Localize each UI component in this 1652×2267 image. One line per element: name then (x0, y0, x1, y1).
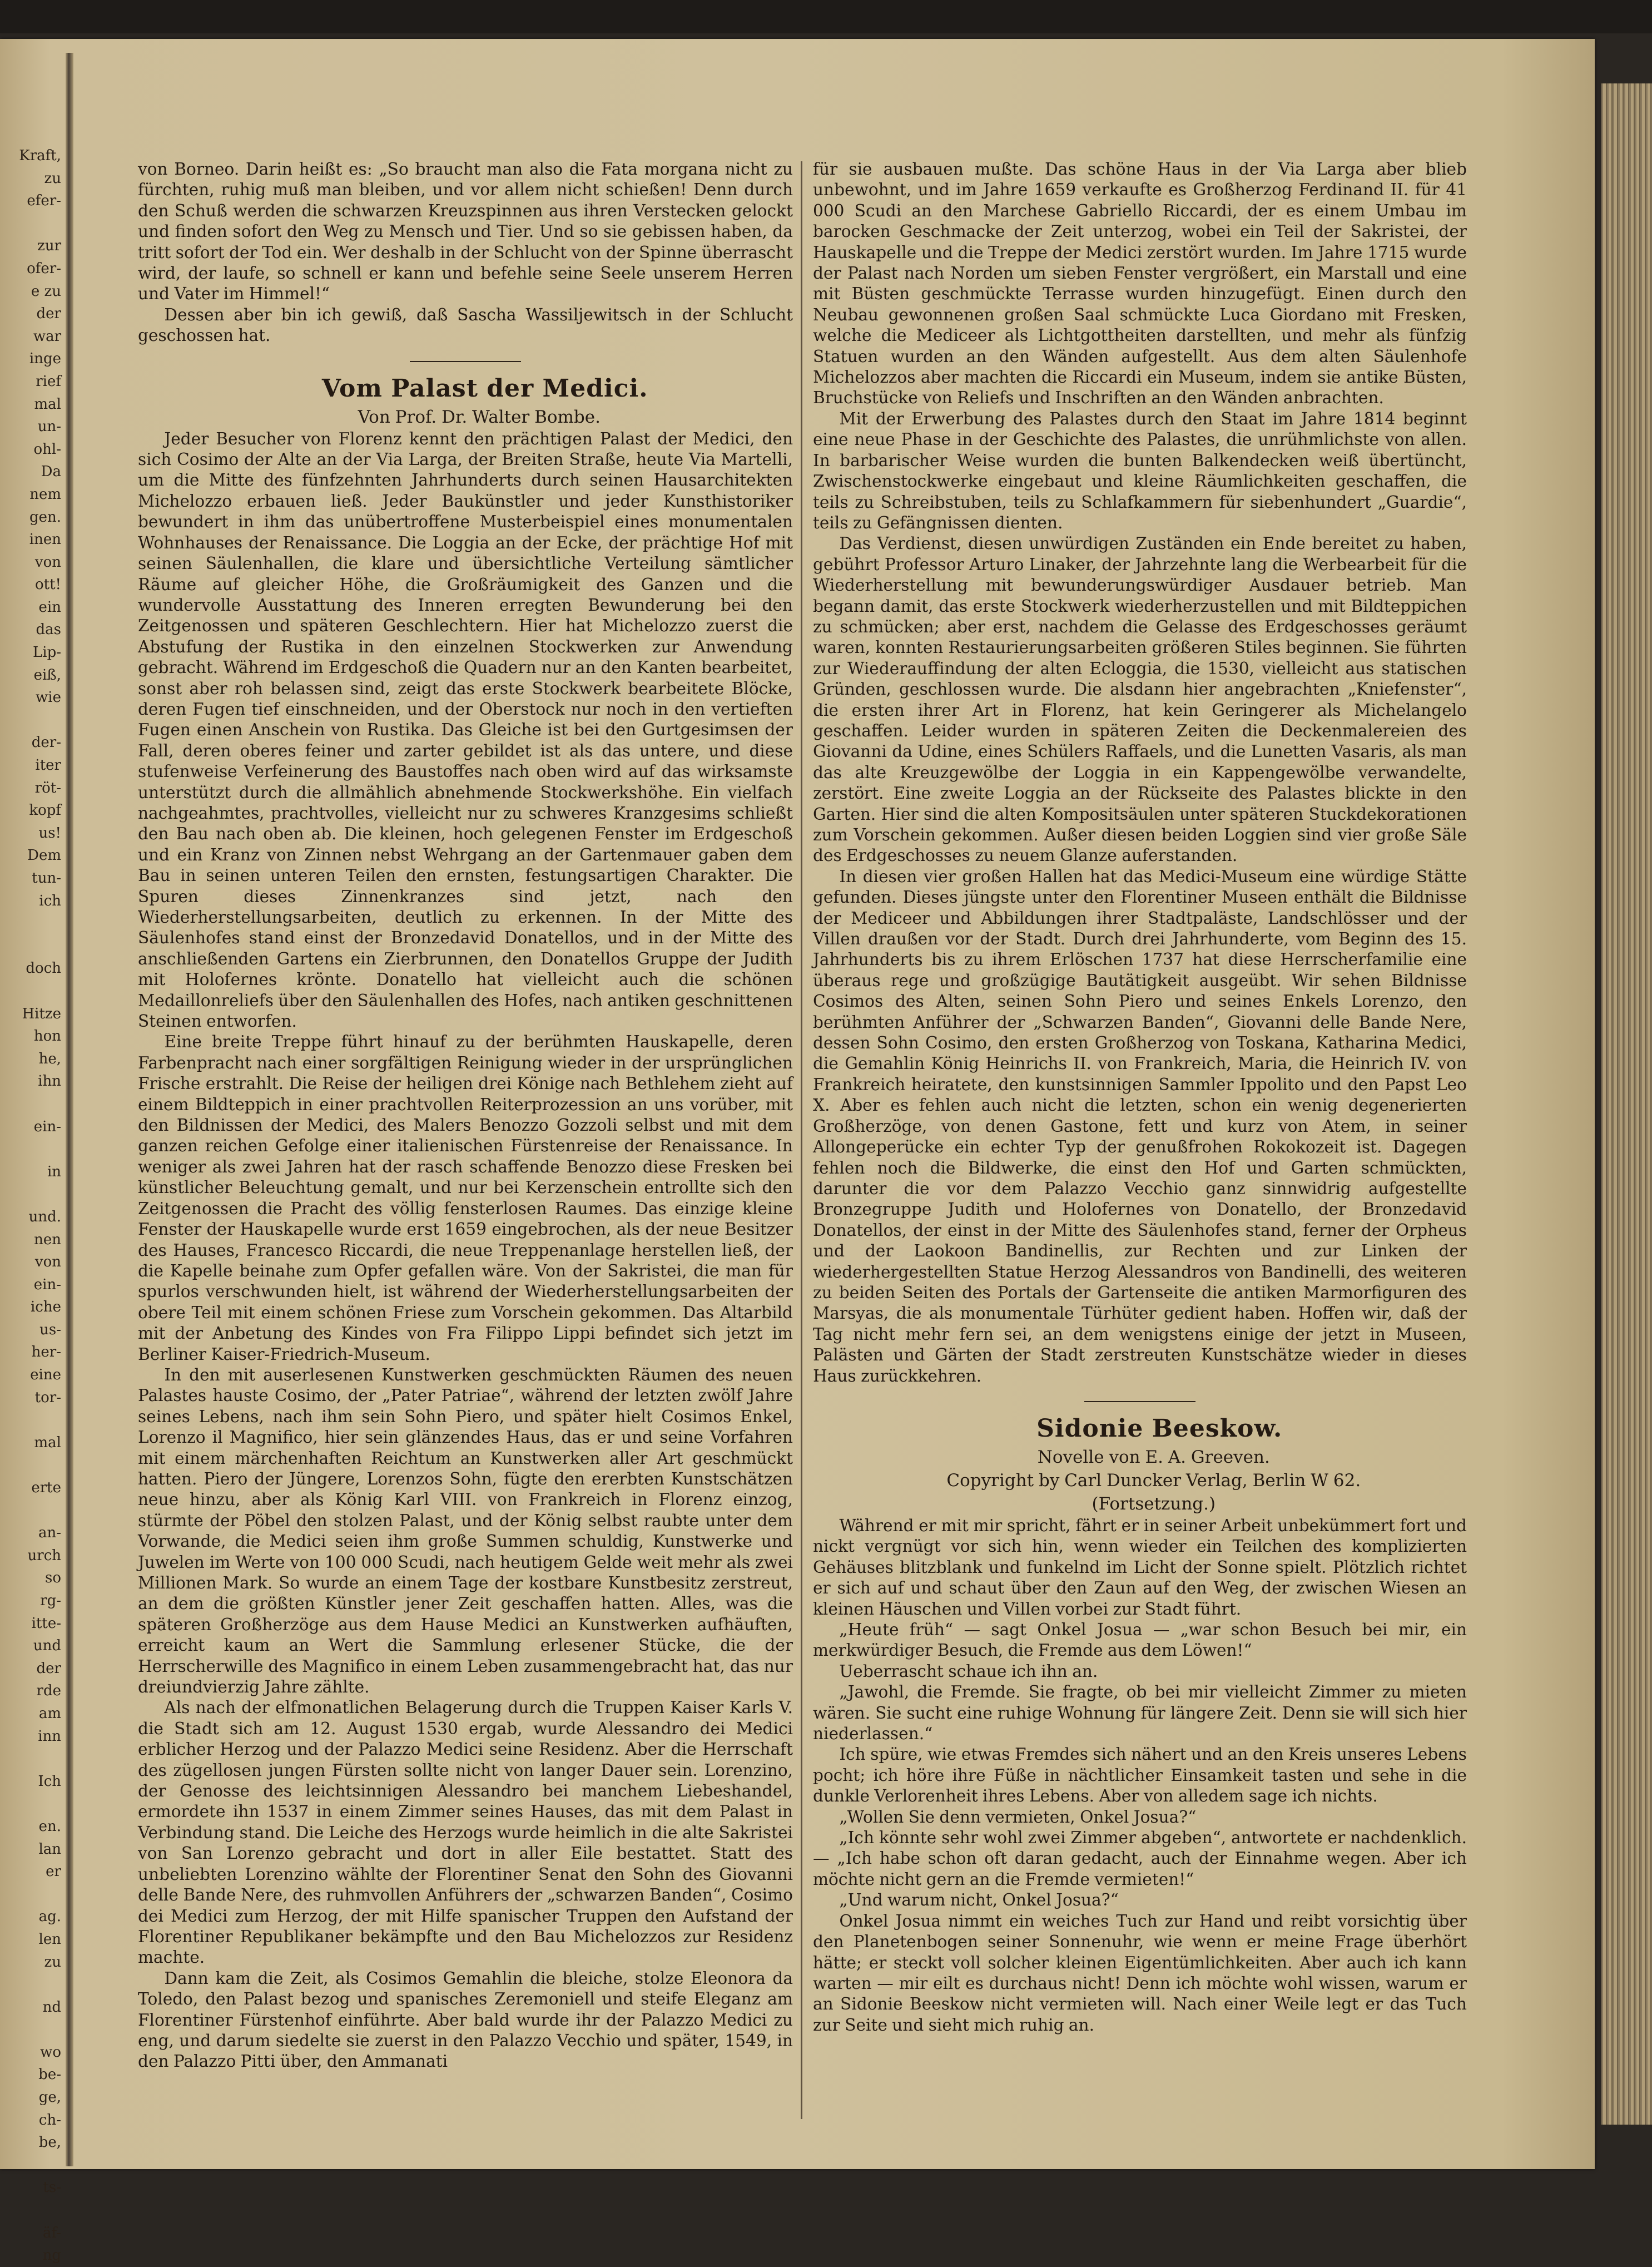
binding-top (0, 0, 1652, 33)
article-paragraph: Eine breite Treppe führt hinauf zu der berühmten Hauskapelle, deren Farbenpracht nach einer sorgfältigen Reinigung wieder in der ursprünglichen Frische erstrahlt. Die Reise der heiligen drei Könige nach Bethlehem zieht auf einem Bildteppich in einer prachtvollen Reiterprozession an uns vorüber, mit den Bildnissen der Medici, des Malers Benozzo Gozzoli selbst und mit dem ganzen reichen Gefolge einer italienischen Fürstenreise der Renaissance. In weniger als zwei Jahren hat der rasch schaffende Benozzo diese Fresken bei künstlicher Beleuchtung gemalt, und nur bei Kerzenschein entrollte sich den Zeitgenossen die Pracht des völlig fensterlosen Raumes. Das einzige kleine Fenster der Hauskapelle wurde erst 1659 eingebrochen, als der neue Besitzer des Hauses, Francesco Riccardi, die neue Treppenanlage herstellen ließ, der die Kapelle beinahe zum Opfer gefallen wäre. Von der Sakristei, die man für spurlos verschwunden hielt, ist während der Wiederherstellungsarbeiten der obere Teil mit einem schönen Friese zum Vorschein gekommen. Das Altarbild mit der Anbetung des Kindes von Fra Filippo Lippi befindet sich jetzt im Berliner Kaiser-Friedrich-Museum. (138, 1032, 793, 1364)
article-paragraph: Als nach der elfmonatlichen Belagerung durch die Truppen Kaiser Karls V. die Stadt sich am 12. August 1530 ergab, wurde Alessandro dei Medici erblicher Herzog und der Palazzo Medici seine Residenz. Aber die Herrschaft des zügellosen jungen Fürsten sollte nicht von langer Dauer sein. Lorenzino, der Genosse des leichtsinnigen Alessandro bei manchem Liebeshandel, ermordete ihn 1537 in einem Zimmer seines Hauses, das mit dem Palast in Verbindung stand. Die Leiche des Herzogs wurde heimlich in die alte Sakristei von San Lorenzo gebracht und dort in aller Eile bestattet. Statt des unbeliebten Lorenzino wählte der Florentiner Senat den Sohn des Giovanni delle Bande Nere, des ruhmvollen Anführers der „schwarzen Banden“, Cosimo dei Medici zum Herzog, der mit Hilfe spanischer Truppen den Aufstand der Florentiner Republikaner bekämpfte und den Bau Michelozzos zur Residenz machte. (138, 1698, 793, 1967)
article-paragraph: Jeder Besucher von Florenz kennt den prächtigen Palast der Medici, den sich Cosimo der Alte an der Via Larga, der Breiten Straße, heute Via Martelli, um die Mitte des fünfzehnten Jahrhunderts durch seinen Hausarchitekten Michelozzo erbauen ließ. Jeder Baukünstler und jeder Kunsthistoriker bewundert in ihm das unübertroffene Musterbeispiel eines monumentalen Wohnhauses der Renaissance. Die Loggia an der Ecke, der prächtige Hof mit seinen Säulenhallen, die klare und übersichtliche Verteilung sämtlicher Räume auf gleicher Höhe, die Großräumigkeit des Ganzen und die wundervolle Ausstattung des Inneren erregten Bewunderung bei den Zeitgenossen und späteren Geschlechtern. Hier hat Michelozzo zuerst die Abstufung der Rustika in den einzelnen Stockwerken zur Anwendung gebracht. Während im Erdgeschoß die Quadern nur an den Kanten bearbeitet, sonst aber roh belassen sind, zeigt das erste Stockwerk bearbeitete Blöcke, deren Fugen tief einschneiden, und der Oberstock nur noch in den vertieften Fugen einen Anschein von Rustika. Das Gleiche ist bei den Gurtgesimsen der Fall, deren oberes feiner und zarter gebildet ist als das untere, und diese stufenweise Verfeinerung des Baustoffes nach oben wird auf das wirksamste unterstützt durch die allmählich abnehmende Stockwerkshöhe. Ein vielfach nachgeahmtes, prachtvolles, vielleicht nur zu schweres Kranzgesims schließt den Bau nach oben ab. Die kleinen, hoch gelegenen Fenster im Erdgeschoß und ein Kranz von Zinnen nebst Wehrgang an der Gartenmauer gaben dem Bau in seinen unteren Teilen den ernsten, festungsartigen Charakter. Die Spuren dieses Zinnenkranzes sind jetzt, nach den Wiederherstellungsarbeiten, deutlich zu erkennen. In der Mitte des Säulenhofes stand einst der Bronzedavid Donatellos, und in der Mitte des anschließenden Gartens ein Zierbrunnen, den Donatellos Gruppe der Judith mit Holofernes krönte. Donatello hat vielleicht auch die schönen Medaillonreliefs über den Säulenhallen des Hofes, nach antiken geschnittenen Steinen entworfen. (138, 429, 793, 1031)
article-byline: Von Prof. Dr. Walter Bombe. (358, 407, 601, 427)
story-paragraph: Ich spüre, wie etwas Fremdes sich nähert und an den Kreis unseres Lebens pocht; ich höre ihre Füße in nächtlicher Einsamkeit tasten und sehe in die dunkle Verlorenheit ihres Lebens. Aber von alledem sage ich nichts. (813, 1745, 1467, 1806)
separator-rule (1084, 1401, 1195, 1402)
column-left (138, 159, 793, 2122)
book-gutter (66, 53, 73, 2166)
story-paragraph: Onkel Josua nimmt ein weiches Tuch zur Hand und reibt vorsichtig über den Planetenbogen seiner Sonnenuhr, wie wenn er meine Frage überhört hätte; er steckt voll solcher kleinen Eigentümlichkeiten. Aber auch ich kann warten — mir eilt es durchaus nicht! Denn ich möchte wohl wissen, warum er an Sidonie Beeskow nicht vermieten will. Nach einer Weile legt er das Tuch zur Seite und sieht mich ruhig an. (813, 1911, 1467, 2035)
article-paragraph: Dann kam die Zeit, als Cosimos Gemahlin die bleiche, stolze Eleonora da Toledo, den Palast bezog und spanisches Zeremoniell und steife Eleganz am Florentiner Fürstenhof einführte. Aber bald wurde ihr der Palazzo Medici zu eng, und darum siedelte sie zuerst in den Palazzo Vecchio und später, 1549, in den Palazzo Pitti über, den Ammanati (138, 1968, 793, 2071)
article-paragraph: In den mit auserlesenen Kunstwerken geschmückten Räumen des neuen Palastes hauste Cosimo, der „Pater Patriae“, während der letzten zwölf Jahre seines Lebens, nach ihm sein Sohn Piero, und später hielt Cosimos Enkel, Lorenzo il Magnifico, hier sein glänzendes Haus, das er und seine Vorfahren mit einem märchenhaften Reichtum an Kunstwerken aller Art geschmückt hatten. Piero der Jüngere, Lorenzos Sohn, fügte den ererbten Kunstschätzen neue hinzu, aber als König Karl VIII. von Frankreich in Florenz einzog, stürmte der Pöbel den stolzen Palast, und der König selbst raubte unter dem Vorwande, die Medici seien ihm große Summen schuldig, Kunstwerke und Juwelen im Werte von 100 000 Scudi, nach heutigem Gelde weit mehr als zwei Millionen Mark. So wurde an einem Tage der kostbare Kunstbesitz zerstreut, an dem die größten Künstler jener Zeit geschaffen hatten. Alles, was die späteren Großherzöge aus dem Hause Medici an Kunstwerken aufhäuften, erreicht kaum an Wert die Sammlung erlesener Stücke, die der Herrscherwille des Magnifico in einem Leben zusammengebracht hat, das nur dreiundvierzig Jahre zählte. (138, 1365, 793, 1697)
article-paragraph: für sie ausbauen mußte. Das schöne Haus in der Via Larga aber blieb unbewohnt, und im Jahre 1659 verkaufte es Großherzog Ferdinand II. für 41 000 Scudi an den Marchese Gabriello Riccardi, der es einem Umbau im barocken Geschmacke der Zeit unterzog, wobei ein Teil der Sakristei, der Hauskapelle und die Treppe der Medici zerstört wurden. Im Jahre 1715 wurde der Palast nach Norden um sieben Fenster vergrößert, ein Marstall und eine mit Büsten geschmückte Terrasse wurden hinzugefügt. Einen durch den Neubau gewonnenen großen Saal schmückte Luca Giordano mit Fresken, welche die Mediceer als Lichtgottheiten darstellten, und mehr als fünfzig Statuen wurden an den Wänden aufgestellt. Aus dem alten Säulenhofe Michelozzos aber machten die Riccardi ein Museum, indem sie antike Büsten, Bruchstücke von Reliefs und Inschriften an den Wänden anbrachten. (813, 160, 1467, 408)
story-paragraph: Während er mit mir spricht, fährt er in seiner Arbeit unbekümmert fort und nickt vergnügt vor sich hin, wenn wieder ein Teilchen des komplizierten Gehäuses blitzblank und funkelnd im Licht der Sonne spielt. Plötzlich richtet er sich auf und schaut über den Zaun auf den Weg, der zwischen Wiesen an kleinen Häuschen und Villen vorbei zur Stadt führt. (813, 1516, 1467, 1618)
story-continuation: (Fortsetzung.) (1092, 1493, 1216, 1514)
intro-paragraph: Dessen aber bin ich gewiß, daß Sascha Wassiljewitsch in der Schlucht geschossen hat. (138, 305, 793, 345)
story-paragraph: „Jawohl, die Fremde. Sie fragte, ob bei mir vielleicht Zimmer zu mieten wären. Sie sucht eine ruhige Wohnung für längere Zeit. Denn sie will sich hier niederlassen.“ (813, 1682, 1467, 1744)
story-title: Sidonie Beeskow. (1036, 1414, 1283, 1443)
article-paragraph: Mit der Erwerbung des Palastes durch den Staat im Jahre 1814 beginnt eine neue Phase in der Geschichte des Palastes, die unrühmlichste von allen. In barbarischer Weise wurden die bunten Balkendecken weiß übertüncht, Zwischenstockwerke eingebaut und kleine Räumlichkeiten geschaffen, die teils zu Schreibstuben, teils zu Schlafkammern für siebenhundert „Guardie“, teils zu Gefängnissen dienten. (813, 409, 1467, 532)
story-copyright: Copyright by Carl Duncker Verlag, Berlin W 62. (946, 1470, 1361, 1491)
article-paragraph: In diesen vier großen Hallen hat das Medici-Museum eine würdige Stätte gefunden. Dieses jüngste unter den Florentiner Museen enthält die Bildnisse der Mediceer und Abbildungen ihrer Stadtpaläste, Landschlösser und der Villen draußen vor der Stadt. Durch drei Jahrhunderte, vom Beginn des 15. Jahrhunderts bis zu ihrem Erlöschen 1737 hat diese Herrscherfamilie eine überaus rege und großzügige Bautätigkeit ausgeübt. Wir sehen Bildnisse Cosimos des Alten, seinen Sohn Piero und seines Enkels Lorenzo, den berühmten Anführer der „Schwarzen Banden“, Giovanni delle Bande Nere, dessen Sohn Cosimo, den ersten Großherzog von Toskana, Katharina Medici, die Gemahlin König Heinrichs II. von Frankreich, Maria, die Heinrich IV. von Frankreich heiratete, den kunstsinnigen Sammler Ippolito und den Papst Leo X. Aber es fehlen auch nicht die letzten, schon ein wenig degenerierten Großherzöge, von denen Gastone, fett und kurz von Atem, in seiner Allongeperücke ein echter Typ der genußfrohen Rokokozeit ist. Dagegen fehlen noch die Bildwerke, die einst den Hof und Garten schmückten, darunter die vor dem Palazzo Vecchio ganz sinnwidrig aufgestellte Bronzegruppe Judith und Holofernes von Donatello, der Bronzedavid Donatellos, der einst in der Mitte des Säulenhofes stand, ferner der Orpheus und der Laokoon Bandinellis, zur Rechten und zur Linken der wiederhergestellten Statue Herzog Alessandros von Bandinelli, des weiteren zu beiden Seiten des Portals der Gartenseite die antiken Marmorfiguren des Marsyas, die als monumentale Türhüter gedient haben. Hoffen wir, daß der Tag nicht mehr fern sei, an dem wenigstens einige der jetzt in Museen, Palästen und Gärten der Stadt zerstreuten Kunstschätze wieder in dieses Haus zurückkehren. (813, 867, 1467, 1385)
story-subtitle: Novelle von E. A. Greeven. (1037, 1447, 1270, 1467)
intro-paragraph: von Borneo. Darin heißt es: „So braucht man also die Fata morgana nicht zu fürchten, ruhig muß man bleiben, und vor allem nicht schießen! Denn durch den Schuß werden die schwarzen Kreuzspinnen aus ihren Verstecken gelockt und finden sofort den Weg zu Mensch und Tier. Und so sie gebissen haben, da tritt sofort der Tod ein. Wer deshalb in der Schlucht von der Spinne überrascht wird, der laufe, so schnell er kann und befehle seine Seele unserem Herren und Vater im Himmel!“ (138, 160, 793, 304)
story-paragraph: „Wollen Sie denn vermieten, Onkel Josua?“ (839, 1807, 1197, 1827)
article-paragraph: Das Verdienst, diesen unwürdigen Zuständen ein Ende bereitet zu haben, gebührt Professor Arturo Linaker, der Jahrzehnte lang die Werbearbeit für die Wiederherstellung mit bewunderungswürdiger Ausdauer betrieb. Man begann damit, das erste Stockwerk wiederherzustellen und mit Bildteppichen zu schmücken; aber erst, nachdem die Gelasse des Erdgeschosses geräumt waren, konnten Restaurierungsarbeiten größeren Stiles beginnen. Sie führten zur Wiederauffindung der alten Ecloggia, die 1530, vielleicht aus statischen Gründen, geschlossen wurde. Die alsdann hier angebrachten „Kniefenster“, die ersten ihrer Art in Florenz, hat kein Geringerer als Michelangelo geschaffen. Leider wurden in späteren Zeiten die Deckenmalereien des Giovanni da Udine, eines Schülers Raffaels, und die Lunetten Vasaris, als man das alte Kreuzgewölbe der Loggia in ein Kappengewölbe verwandelte, zerstört. Eine zweite Loggia an der Rückseite des Palastes blickte in den Garten. Hier sind die alten Kompositsäulen unter späteren Stuckdekorationen zum Vorschein gekommen. Außer diesen beiden Loggien sind vier große Säle des Erdgeschosses zu neuem Glanze auferstanden. (813, 534, 1467, 865)
column-divider (801, 161, 802, 2119)
previous-page-margin-text: Kraft, zu efer- zur ofer- e zu der war inge rief mal un- ohl- Da nem gen. inen von ott! ein das Lip- eiß, wie der- iter röt- kopf us! Dem tun- ich doch Hitze hon he, ihn ein- in und. nen von ein- iche us- her- eine tor- mal erte an- urch so rg- itte- und der rde am inn Ich en. lan er ag. len zu nd wo be- ge, ch- be, ts- äf- ng (19, 147, 61, 2264)
story-paragraph: „Heute früh“ — sagt Onkel Josua — „war schon Besuch bei mir, ein merkwürdiger Besuch, die Fremde aus dem Löwen!“ (813, 1620, 1467, 1660)
separator-rule (410, 361, 521, 362)
story-paragraph: Ueberrascht schaue ich ihn an. (839, 1661, 1098, 1681)
page-edge (1601, 83, 1652, 2125)
story-paragraph: „Ich könnte sehr wohl zwei Zimmer abgeben“, antwortete er nachdenklich. — „Ich habe schon oft daran gedacht, auch der Einnahme wegen. Aber ich möchte nicht gern an die Fremde vermieten!“ (813, 1828, 1467, 1889)
story-paragraph: „Und warum nicht, Onkel Josua?“ (839, 1890, 1119, 1910)
column-right (813, 159, 1467, 2122)
article-title: Vom Palast der Medici. (321, 374, 648, 403)
